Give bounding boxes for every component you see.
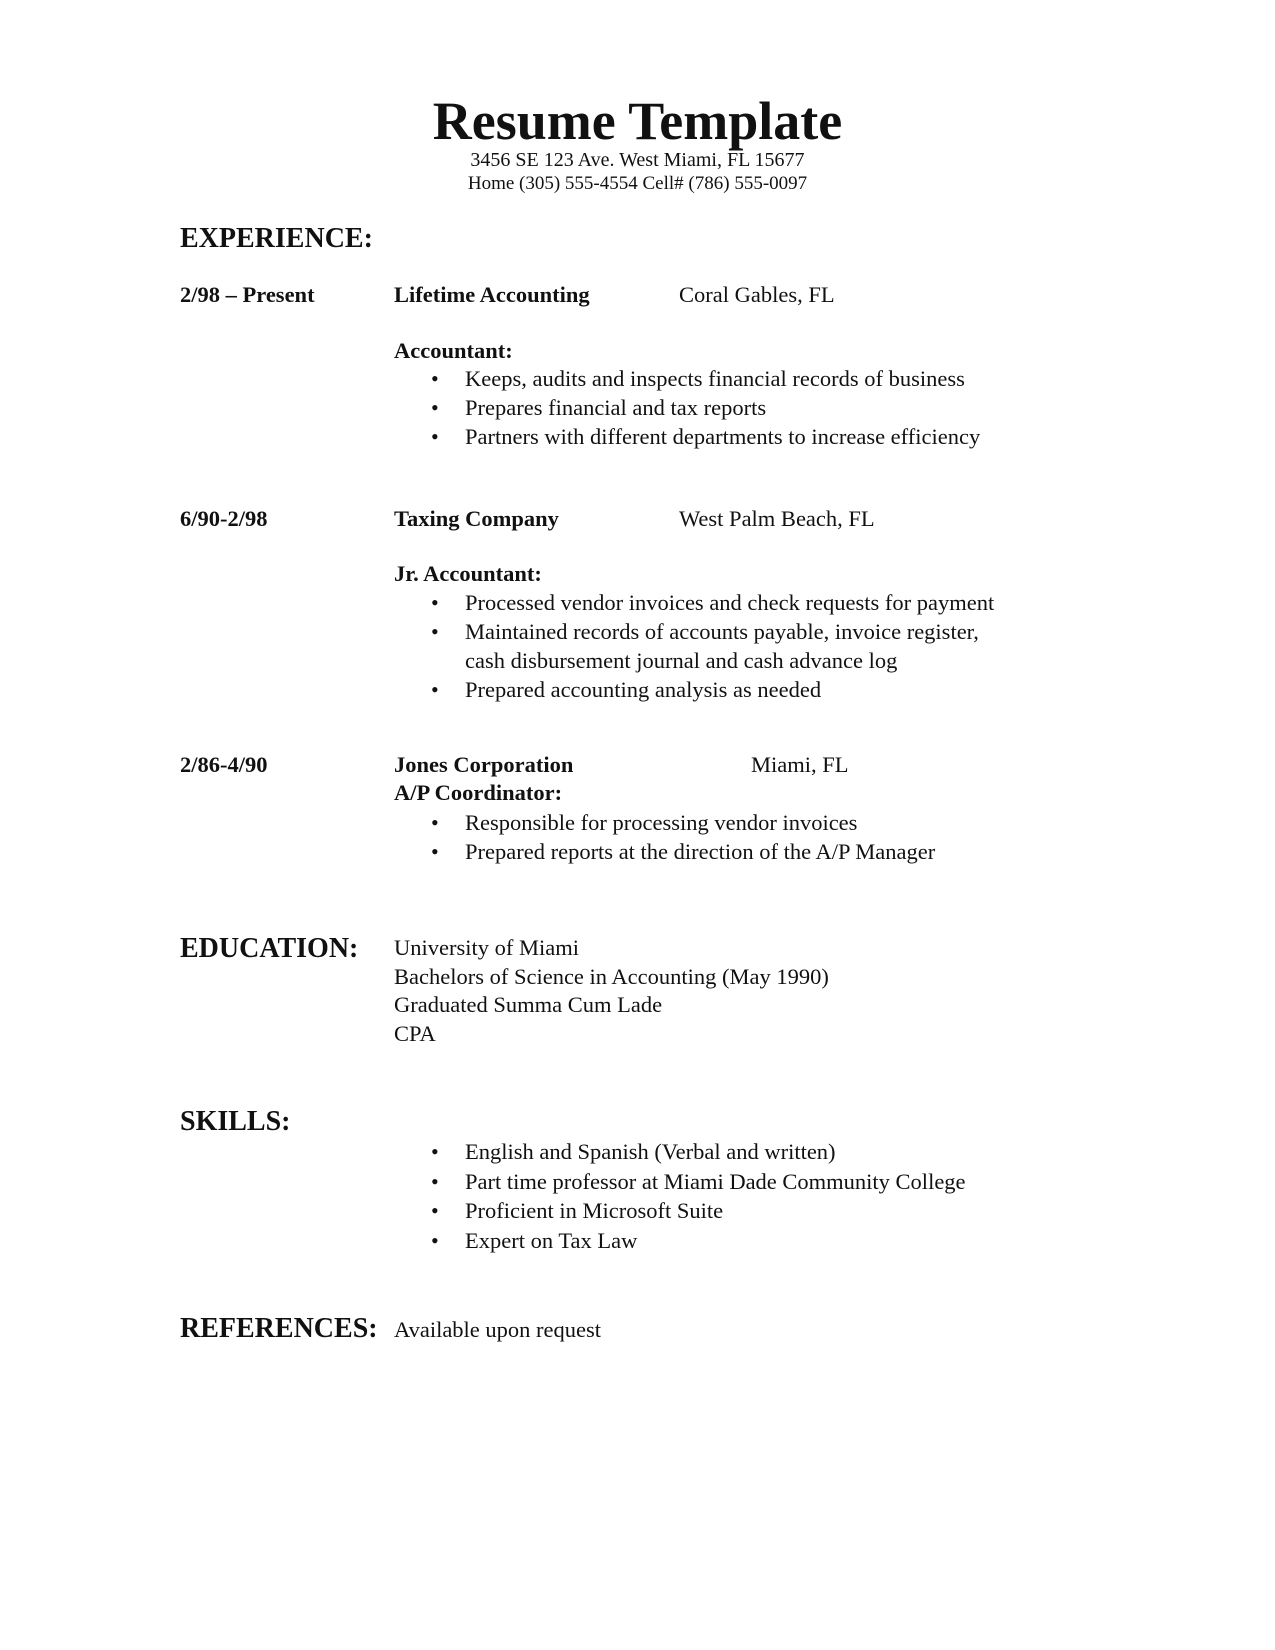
bullet-icon: • bbox=[431, 590, 439, 615]
bullet-icon: • bbox=[431, 366, 439, 391]
job-dates: 6/90-2/98 bbox=[180, 506, 268, 531]
job-dates: 2/86-4/90 bbox=[180, 752, 268, 777]
job-role: A/P Coordinator: bbox=[394, 780, 563, 805]
bullet-icon: • bbox=[431, 395, 439, 420]
job-company: Jones Corporation bbox=[394, 752, 574, 777]
list-item: • Responsible for processing vendor invoices bbox=[431, 810, 858, 835]
list-item: • Keeps, audits and inspects financial records of business bbox=[431, 366, 965, 391]
references-heading: REFERENCES: bbox=[180, 1313, 378, 1344]
bullet-icon: • bbox=[431, 1139, 439, 1164]
job-location: Miami, FL bbox=[751, 752, 849, 777]
list-item: • Part time professor at Miami Dade Community College bbox=[465, 1167, 1085, 1197]
list-item: • Prepared accounting analysis as needed bbox=[431, 677, 822, 702]
education-details bbox=[394, 934, 829, 1048]
bullet-icon: • bbox=[431, 839, 439, 864]
job-company: Taxing Company bbox=[394, 506, 559, 531]
education-line: Graduated Summa Cum Lade bbox=[394, 992, 663, 1017]
job-dates: 2/98 – Present bbox=[180, 282, 315, 307]
bullet-icon: • bbox=[431, 1227, 439, 1253]
bullet-icon: • bbox=[431, 810, 439, 835]
education-line: CPA bbox=[394, 1020, 436, 1046]
list-item: • Prepared reports at the direction of the A/P Manager bbox=[431, 839, 936, 864]
job-role: Accountant: bbox=[394, 338, 513, 363]
education-line: Bachelors of Science in Accounting (May 1990) bbox=[394, 963, 829, 989]
job-company: Lifetime Accounting bbox=[394, 282, 590, 307]
job-location: Coral Gables, FL bbox=[679, 282, 835, 307]
bullet-icon: • bbox=[431, 1198, 439, 1223]
education-heading: EDUCATION: bbox=[180, 933, 359, 964]
skills-heading: SKILLS: bbox=[180, 1106, 291, 1137]
resume-title: Resume Template bbox=[432, 91, 843, 151]
list-item: • Proficient in Microsoft Suite bbox=[465, 1196, 1085, 1226]
bullet-icon: • bbox=[431, 677, 439, 702]
references-text: Available upon request bbox=[394, 1317, 602, 1342]
experience-heading: EXPERIENCE: bbox=[180, 223, 373, 254]
list-item: • Partners with different departments to increase efficiency bbox=[431, 424, 981, 449]
list-item: • Processed vendor invoices and check requests for payment bbox=[431, 590, 995, 615]
bullet-icon: • bbox=[431, 424, 439, 449]
bullet-icon: • bbox=[431, 619, 439, 644]
list-item: • Expert on Tax Law bbox=[465, 1226, 1085, 1256]
list-item: • Maintained records of accounts payable, invoice register, cash disbursement journal and cash advance log bbox=[431, 619, 979, 673]
skills-list bbox=[431, 1137, 1085, 1255]
bullet-icon: • bbox=[431, 1168, 439, 1194]
education-line: University of Miami bbox=[394, 935, 579, 960]
job-role: Jr. Accountant: bbox=[394, 561, 542, 586]
job-duties-list bbox=[431, 588, 1085, 704]
job-location: West Palm Beach, FL bbox=[679, 506, 875, 531]
job-duties-list bbox=[431, 364, 1085, 451]
job-duties-list bbox=[431, 808, 1085, 866]
list-item: • English and Spanish (Verbal and written) bbox=[465, 1137, 1085, 1167]
address-line: 3456 SE 123 Ave. West Miami, FL 15677 bbox=[470, 149, 805, 171]
phone-line: Home (305) 555-4554 Cell# (786) 555-0097 bbox=[467, 173, 808, 194]
list-item: • Prepares financial and tax reports bbox=[431, 395, 767, 420]
